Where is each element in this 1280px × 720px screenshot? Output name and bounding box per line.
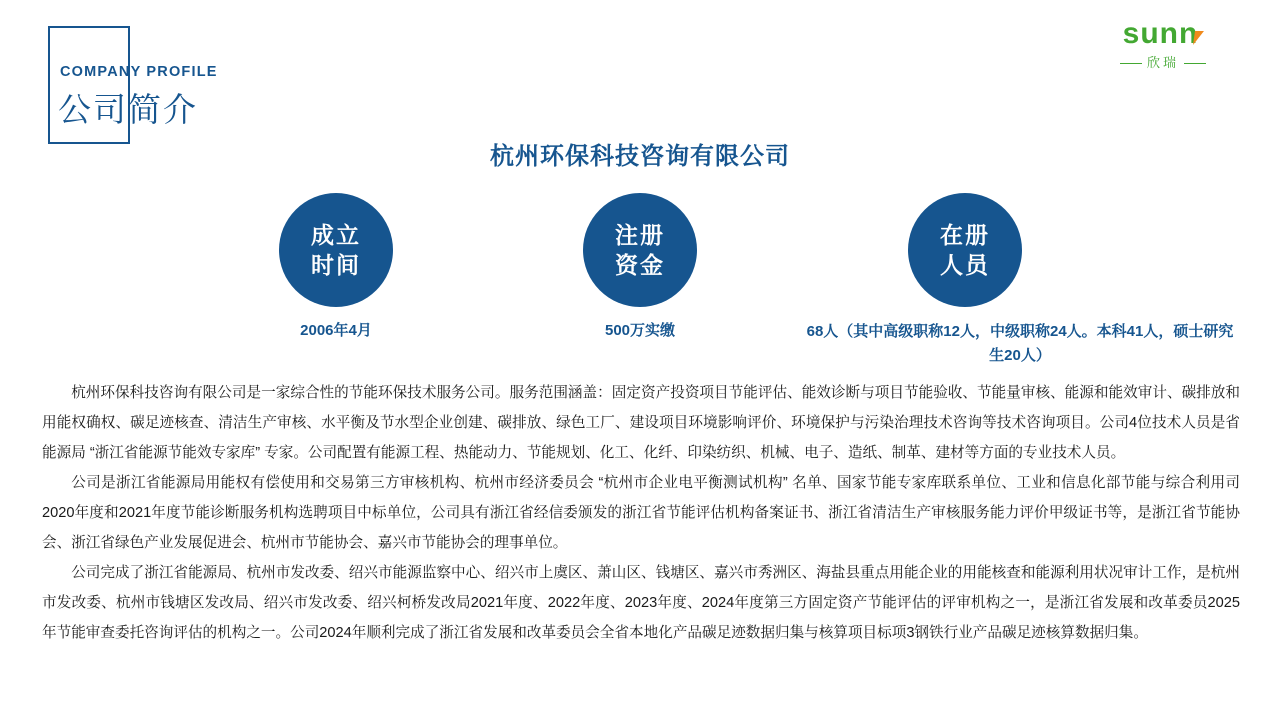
- stat-bubble: [583, 193, 697, 307]
- paragraph-projects: 公司完成了浙江省能源局、杭州市发改委、绍兴市能源监察中心、绍兴市上虞区、萧山区、钱塘区、嘉兴市秀洲区、海盐县重点用能企业的用能核查和能源利用状况审计工作，是杭州市发改委、杭州市钱塘区发改局、绍兴市发改委、绍兴柯桥发改局2021年度、2022年度、2023年度、2024年度第三方固定资产节能评估的评审机构之一，是浙江省发展和改革委员2025年节能审查委托咨询评估的机构之一。公司2024年顺利完成了浙江省发展和改革委员会全省本地化产品碳足迹数据归集与核算项目标项3钢铁行业产品碳足迹核算数据归集。: [42, 565, 1240, 641]
- title-frame-left: [48, 26, 50, 144]
- logo-wordmark: [1123, 18, 1204, 50]
- company-logo: [1088, 18, 1238, 74]
- logo-subtitle: [1088, 52, 1238, 71]
- stat-bubble-line2: 资金: [615, 252, 665, 278]
- stat-caption: 2006年4月: [300, 322, 372, 339]
- company-name: 杭州环保科技咨询有限公司: [490, 143, 790, 170]
- stat-bubble-line1: 注册: [615, 222, 665, 248]
- logo-tick-icon: [1193, 31, 1204, 45]
- stats-row: [0, 193, 1280, 368]
- paragraph-services: 杭州环保科技咨询有限公司是一家综合性的节能环保技术服务公司。服务范围涵盖：固定资产投资项目节能评估、能效诊断与项目节能验收、节能量审核、能源和能效审计、碳排放和用能权确权、碳足迹核查、清洁生产审核、水平衡及节水型企业创建、碳排放、绿色工厂、建设项目环境影响评价、环境保护与污染治理技术咨询等技术咨询项目。公司4位技术人员是省能源局 “浙江省能源节能效专家库” 专家。公司配置有能源工程、热能动力、节能规划、化工、化纤、印染纺织、机械、电子、造纸、制革、建材等方面的专业技术人员。: [42, 385, 1240, 461]
- stat-bubble-line1: 在册: [940, 222, 990, 248]
- stat-bubble: [279, 193, 393, 307]
- company-description: [42, 378, 1240, 648]
- stat-founding-date: [196, 193, 476, 342]
- stat-registered-capital: [500, 193, 780, 342]
- logo-wordmark-text: sunn: [1122, 17, 1199, 50]
- stat-bubble-line2: 时间: [311, 252, 361, 278]
- logo-rule-left: [1120, 63, 1142, 65]
- stat-caption: 500万实缴: [604, 322, 676, 339]
- stat-bubble: [908, 193, 1022, 307]
- logo-subtitle-text: 欣瑞: [1146, 55, 1179, 70]
- stat-caption: 68人（其中高级职称12人，中级职称24人。本科41人，硕士研究生20人）: [806, 323, 1234, 364]
- page-title-cn: 公司简介: [58, 91, 198, 128]
- title-frame-top: [48, 26, 128, 28]
- page-title-block: [48, 26, 218, 144]
- stat-registered-staff: [800, 193, 1260, 368]
- paragraph-qualifications: 公司是浙江省能源局用能权有偿使用和交易第三方审核机构、杭州市经济委员会 “杭州市企业电平衡测试机构” 名单、国家节能专家库联系单位、工业和信息化部节能与综合利用司2020年度和2021年度节能诊断服务机构选聘项目中标单位，公司具有浙江省经信委颁发的浙江省节能评估机构备案证书、浙江省清洁生产审核服务能力评价甲级证书等，是浙江省节能协会、浙江省绿色产业发展促进会、杭州市节能协会、嘉兴市节能协会的理事单位。: [42, 475, 1240, 551]
- logo-rule-right: [1184, 63, 1206, 65]
- page-title-en: COMPANY PROFILE: [60, 64, 218, 80]
- stat-bubble-line1: 成立: [311, 222, 361, 248]
- stat-bubble-line2: 人员: [940, 252, 990, 278]
